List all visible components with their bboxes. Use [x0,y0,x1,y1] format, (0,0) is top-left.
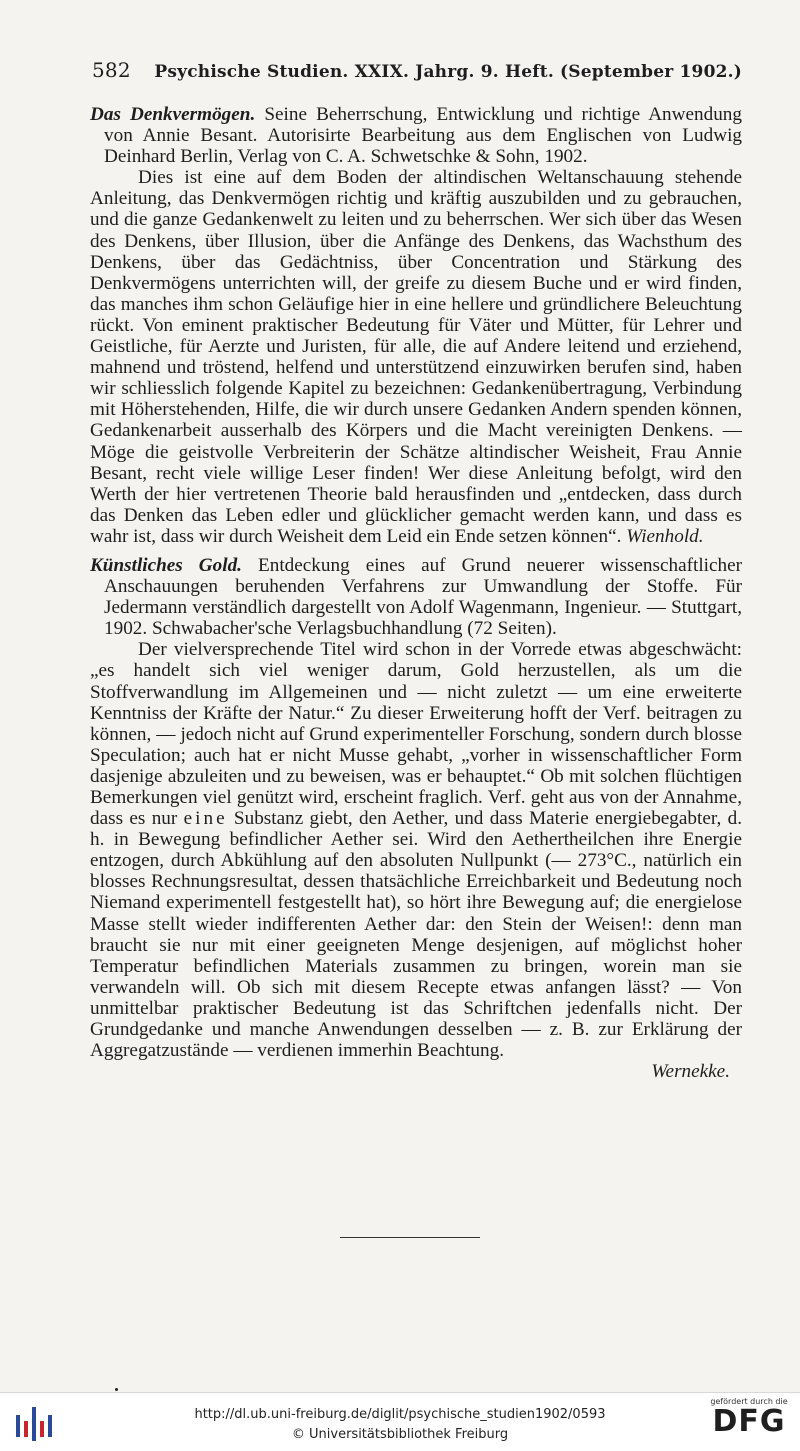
source-url-link[interactable]: http://dl.ub.uni-freiburg.de/diglit/psychische_studien1902/0593 [194,1407,606,1422]
copyright-notice: © Universitätsbibliothek Freiburg [291,1427,509,1442]
review-1-citation-text: Seine Beherrschung, Entwicklung und richtige Anwendung von Annie Besant. Autorisirte Bearbeitung aus dem Englischen von Ludwig Deinhard Berlin, Verlag von C. A. Schwetschke & Sohn, 1902. [104,104,742,168]
review-1-citation [90,104,742,167]
review-2-citation-text: Entdeckung eines auf Grund neuerer wissenschaftlicher Anschauungen beruhenden Verfahrens zur Umwandlung der Stoffe. Für Jedermann verständlich dargestellt von Adolf Wagenmann, Ingenieur. — Stuttgart, 1902. Schwabacher'sche Verlagsbuchhandlung (72 Seiten). [104,554,742,640]
page-number: 582 [92,58,131,82]
review-2-citation [90,555,742,639]
review-2-body-text-b: Substanz giebt, den Aether, und dass Materie energiebegabter, d. h. in Bewegung befindlicher Aether sei. Wird den Aethertheilchen ihre Energie entzogen, durch Abkühlung auf den absoluten Nullpunkt (— 273°C., natürlich ein blosses Rechnungsresultat, dessen thatsächliche Erreichbarkeit und Bedeutung noch Niemand experimentell festgestellt hat), so hört ihre Bewegung auf; die energielose Masse stellt wieder indifferenten Aether dar: den Stein der Weisen!: denn man braucht sie nur mit einer geeigneten Menge desjenigen, auf möglichst hoher Temperatur befindlichen Materials zusammen zu bringen, worein man sie verwandeln will. Ob sich mit diesem Recepte etwas anfangen lässt? — Von unmittelbar praktischer Bedeutung ist das Schriftchen jedenfalls nicht. Der Grundgedanke und manche Anwendungen desselben — z. B. zur Erklärung der Aggregatzustände — verdienen immerhin Beachtung. [90,808,743,1062]
review-2-title: Künstliches Gold. [90,554,242,576]
review-2-body-spaced: eine [183,808,228,830]
dfg-tagline: gefördert durch die [710,1397,788,1406]
section-divider [340,1237,480,1238]
dfg-logo [706,1397,792,1438]
review-2-body [90,639,742,1061]
running-title: Psychische Studien. XXIX. Jahrg. 9. Heft. (September 1902.) [154,62,742,82]
review-2-body-text-a: Der vielversprechende Titel wird schon in der Vorrede etwas abgeschwächt: „es handelt sich viel weniger darum, Gold herzustellen, als um die Stoffverwandlung im Allgemeinen und — nicht zuletzt — um eine erweiterte Kenntniss der Kräfte der Natur.“ Zu dieser Erweiterung hofft der Verf. beitragen zu können, — jedoch nicht auf Grund experimenteller Forschung, sondern durch blosse Speculation; auch hat er nicht Musse gehabt, „vorher in wissenschaftlicher Form dasjenige abzuleiten und zu beweisen, was er behauptet.“ Ob mit solchen flüchtigen Bemerkungen viel genützt wird, erscheint fraglich. Verf. geht aus von der Annahme, dass es nur [90,639,742,830]
dot-mark [115,1388,118,1391]
running-header [92,58,742,82]
review-1-title: Das Denkvermögen. [90,104,256,125]
review-1-body-text: Dies ist eine auf dem Boden der altindischen Weltanschauung stehende Anleitung, das Denkvermögen richtig und kräftig auszubilden und zu gebrauchen, und die ganze Gedankenwelt zu leiten und zu beherrschen. Wer sich über das Wesen des Denkens, über Illusion, über die Anfänge des Denkens, das Wachsthum des Denkens, über das Gedächtniss, über Concentration und Stärkung des Denkvermögens unterrichten will, der greife zu diesem Buche und er wird finden, das manches ihm schon Geläufige hier in eine hellere und gründlichere Beleuchtung rückt. Von eminent praktischer Bedeutung für Väter und Mütter, für Lehrer und Geistliche, für Aerzte und Juristen, für alle, die auf Andere leitend und erziehend, mahnend und tröstend, helfend und unterstützend einzuwirken berufen sind, haben wir schliesslich folgende Kapitel zu bezeichnen: Gedankenübertragung, Verbindung mit Höherstehenden, Hilfe, die wir durch unsere Gedanken Andern spenden können, Gedankenarbeit ausserhalb des Körpers und die Macht vereinigten Denkens. — Möge die geistvolle Verbreiterin der Schätze altindischer Weisheit, Frau Annie Besant, recht viele willige Leser finden! Wer diese Anleitung befolgt, wird den Werth der hier vertretenen Theorie bald herausfinden und „entdecken, dass durch das Denken das Leben edler und glücklicher gemacht werden kann, und dass es wahr ist, dass wir durch Weisheit dem Leid ein Ende setzen können“. [90,167,742,547]
page-body [90,104,742,1082]
review-1-signature: Wienhold. [626,525,704,547]
viewer-footer [0,1392,800,1451]
dfg-wordmark: DFG [712,1404,786,1439]
review-1-body [90,167,742,547]
review-2-signature: Wernekke. [651,1061,730,1083]
